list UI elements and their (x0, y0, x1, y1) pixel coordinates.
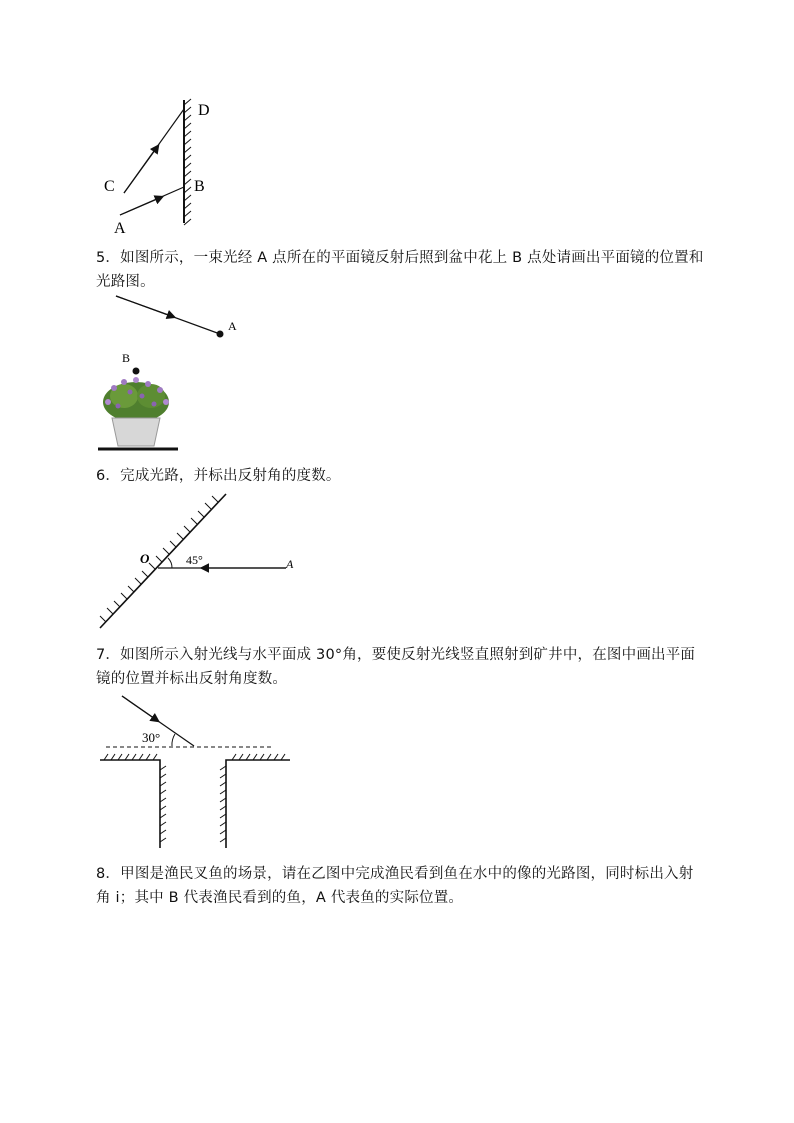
label-a: A (286, 557, 294, 571)
ray-a-b-arrow (120, 197, 162, 215)
question-8: 8．甲图是渔民叉鱼的场景，请在乙图中完成渔民看到鱼在水中的像的光路图，同时标出入射角 i；其中 B 代表渔民看到的鱼，A 代表鱼的实际位置。 (96, 866, 694, 906)
figure-slanted-mirror (96, 490, 306, 635)
label-o: O (140, 551, 150, 566)
figure-mine-shaft (96, 690, 296, 852)
mirror-hatching (184, 99, 191, 225)
point-b (133, 368, 140, 375)
shaft-walls (100, 760, 290, 848)
label-b: B (194, 178, 205, 195)
incident-ray-arrow (122, 696, 158, 721)
ray-to-a-arrow (116, 296, 174, 317)
question-7: 7．如图所示入射光线与水平面成 30°角，要使反射光线竖直照射到矿井中，在图中画出平面镜的位置并标出反射角度数。 (96, 647, 696, 687)
label-c: C (104, 178, 115, 195)
question-6: 6．完成光路，并标出反射角的度数。 (96, 468, 341, 484)
shaft-hatching (104, 754, 285, 842)
point-a (217, 331, 224, 338)
angle-arc (168, 558, 172, 568)
angle-arc (172, 734, 175, 746)
flower-plant (103, 377, 169, 422)
question-5: 5．如图所示，一束光经 A 点所在的平面镜反射后照到盆中花上 B 点处请画出平面镜的位置和光路图。 (96, 250, 704, 290)
ray-c-d-arrow (124, 146, 158, 193)
label-d: D (198, 102, 210, 119)
label-b: B (122, 351, 131, 365)
flower-pot (112, 418, 160, 446)
label-a: A (114, 220, 126, 235)
figure-flower-pot (96, 292, 256, 457)
label-angle: 30° (142, 730, 161, 745)
label-angle: 45° (186, 553, 203, 567)
label-a: A (228, 319, 237, 333)
mirror-line (100, 494, 226, 628)
figure-mirror-reflection (96, 95, 236, 235)
